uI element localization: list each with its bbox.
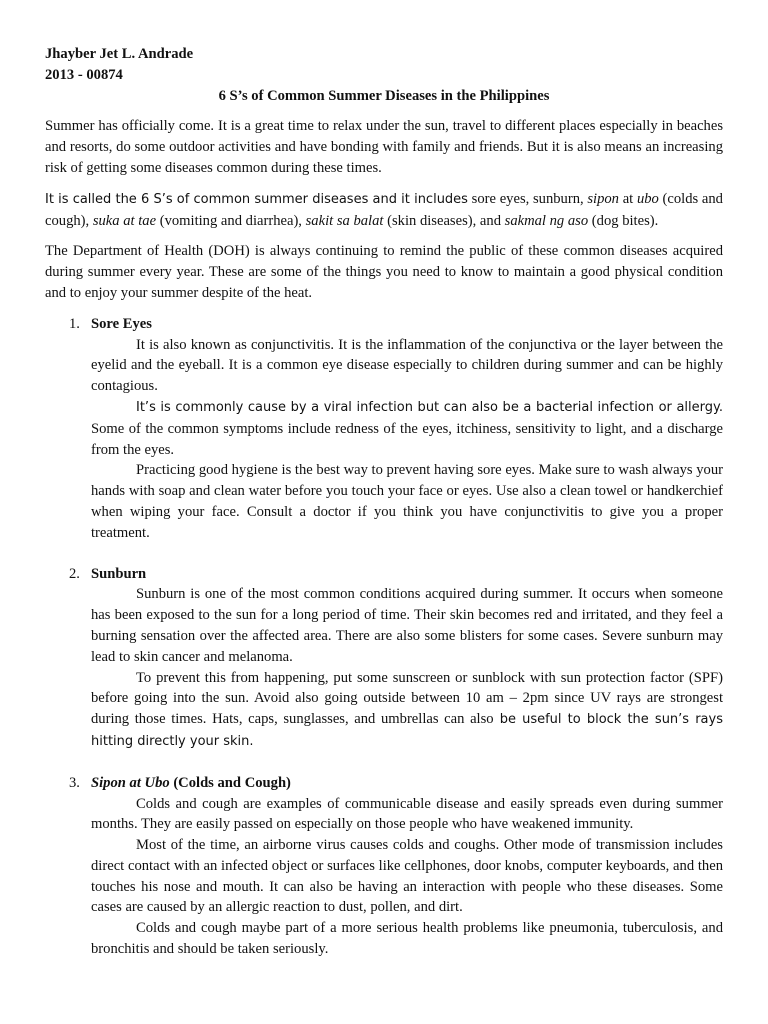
section-sunburn [45, 564, 723, 753]
section-number: 1. [69, 315, 80, 332]
section-heading-text: (Colds and Cough) [169, 774, 291, 791]
document-title: 6 S’s of Common Summer Diseases in the Philippines [218, 87, 550, 104]
intro-p2-text: at [618, 190, 637, 207]
section-heading [91, 773, 723, 794]
section-paragraph: Practicing good hygiene is the best way to prevent having sore eyes. Make sure to wash always your hands with soap and clean water before you touch your face or eyes. Use also a clean towel or handkerchief when wiping your face. Consult a doctor if you think you have conjunctivitis to give you a proper treatment. [91, 462, 723, 541]
intro-p2-text: (skin diseases), and [383, 212, 505, 229]
section-text: be useful to block the sun’s rays hitting directly your skin. [91, 712, 723, 749]
intro-p2-text: (dog bites). [588, 212, 659, 229]
section-sipon-at-ubo [45, 773, 723, 960]
section-text: To prevent this from happening, put some sunscreen or sunblock with sun protection factor (SPF) before going into the sun. Avoid also going outside between 10 am – 2pm since UV rays are strongest during those times. Hats, caps, sunglasses, and umbrellas can also [91, 669, 723, 728]
section-paragraph: Colds and cough are examples of communicable disease and easily spreads even during summer months. They are easily passed on especially on those people who have weakened immunity. [91, 795, 723, 833]
section-heading-term: Sipon at Ubo [91, 774, 170, 791]
section-paragraph [91, 668, 723, 753]
intro-p2-term: sipon [587, 190, 619, 207]
intro-p2-text: (vomiting and diarrhea), [156, 212, 306, 229]
intro-p2-term: suka at tae [92, 212, 157, 229]
section-paragraph [91, 397, 723, 460]
intro-p2-text: It is called the 6 S’s of common summer diseases and it includes [45, 191, 468, 207]
section-sore-eyes [45, 314, 723, 544]
intro-p2-term: sakit sa balat [305, 212, 384, 229]
intro-paragraph-2 [45, 189, 723, 232]
section-heading: Sunburn [91, 565, 147, 582]
section-paragraph: Sunburn is one of the most common conditions acquired during summer. It occurs when someone has been exposed to the sun for a long period of time. Their skin becomes red and irritated, and they feel a burning sensation over the affected area. There are also some blisters for some cases. Severe sunburn may lead to skin cancer and melanoma. [91, 586, 723, 665]
intro-p2-term: sakmal ng aso [504, 212, 589, 229]
intro-p2-text: sore eyes, sunburn, [467, 190, 588, 207]
section-text: It’s is commonly cause by a viral infection but can also be a bacterial infection or allergy. [136, 399, 723, 415]
disease-list [45, 314, 723, 960]
intro-p2-term: ubo [636, 190, 659, 207]
section-text: Some of the common symptoms include redness of the eyes, itchiness, sensitivity to light, and a discharge from the eyes. [91, 420, 723, 458]
intro-paragraph-3: The Department of Health (DOH) is always continuing to remind the public of these common diseases acquired during summer every year. These are some of the things you need to know to maintain a good physical condition and to enjoy your summer despite of the heat. [45, 243, 723, 301]
section-paragraph: It is also known as conjunctivitis. It is the inflammation of the conjunctiva or the layer between the eyelid and the eyeball. It is a common eye disease especially to children during summer and can be highly contagious. [91, 336, 723, 395]
section-number: 2. [69, 565, 80, 582]
section-heading: Sore Eyes [91, 315, 152, 332]
section-paragraph: Colds and cough maybe part of a more serious health problems like pneumonia, tuberculosis, and bronchitis and should be taken seriously. [91, 920, 723, 958]
intro-p2-text: (colds and cough), [45, 190, 723, 229]
author-name: Jhayber Jet L. Andrade [45, 46, 194, 62]
intro-paragraph-1: Summer has officially come. It is a great time to relax under the sun, travel to different places especially in beaches and resorts, do some outdoor activities and have bonding with family and friends. But it is also means an increasing risk of getting some diseases common during these times. [45, 118, 723, 176]
section-number: 3. [69, 774, 80, 791]
student-id: 2013 - 00874 [45, 66, 123, 83]
section-paragraph: Most of the time, an airborne virus causes colds and coughs. Other mode of transmission includes direct contact with an infected object or surfaces like cellphones, door knobs, computer keyboards, and then touches his nose and mouth. It can also be having an interaction with people who these diseases. Some cases are caused by an allergic reaction to dust, pollen, and dirt. [91, 837, 723, 916]
